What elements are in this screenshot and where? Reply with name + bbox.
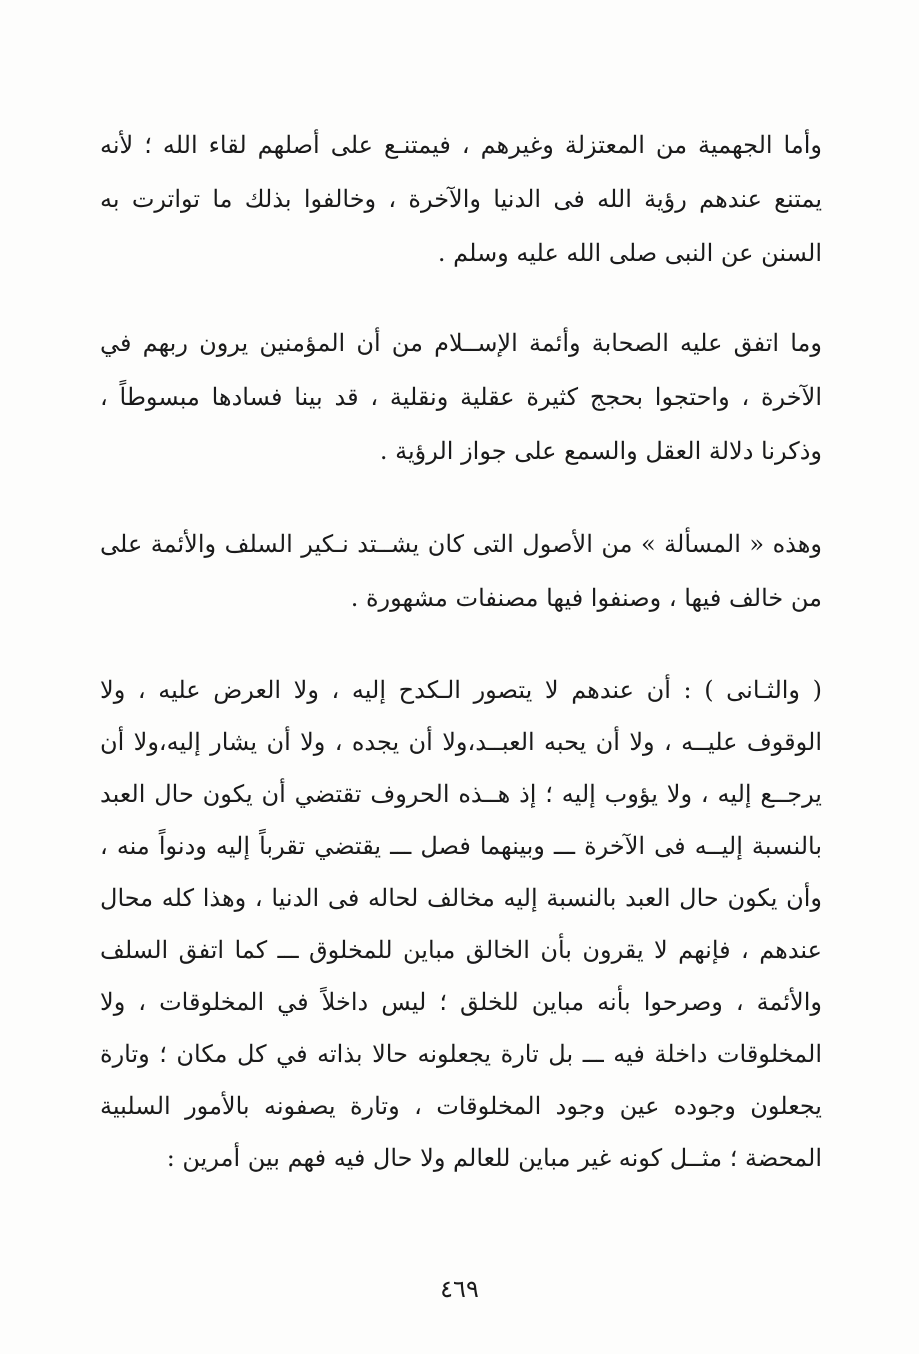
paragraph-text: وما اتفق عليه الصحابة وأئمة الإســلام من أن المؤمنين يرون ربهم في الآخرة ، واحتجوا بحجج كثيرة عقلية ونقلية ، قد بينا فسادها مبسوطاً ، وذكرنا دلالة العقل والسمع على جواز الرؤية . [100, 329, 822, 465]
paragraph-companions-agreement [100, 316, 822, 478]
paragraph-issue-of-principles [100, 517, 822, 625]
page-number: ٤٦٩ [440, 1275, 479, 1303]
paragraph-text: وأما الجهمية من المعتزلة وغيرهم ، فيمتنـع على أصلهم لقاء الله ؛ لأنه يمتنع عندهم رؤية الله فى الدنيا والآخرة ، وخالفوا بذلك ما تواترت به السنن عن النبى صلى الله عليه وسلم . [100, 131, 822, 267]
paragraph-text: ( والثـانى ) : أن عندهم لا يتصور الـكدح إليه ، ولا العرض عليه ، ولا الوقوف عليــه ، ولا أن يحبه العبــد،ولا أن يجده ، ولا أن يشار إليه،ولا أن يرجــع إليه ، ولا يؤوب إليه ؛ إذ هــذه الحروف تقتضي أن يكون حال العبد بالنسبة إليــه فى الآخرة ـــ وبينهما فصل ـــ يقتضي تقرباً إليه ودنواً منه ، وأن يكون حال العبد بالنسبة إليه مخالف لحاله فى الدنيا ، وهذا كله محال عندهم ، فإنهم لا يقرون بأن الخالق مباين للمخلوق ـــ كما اتفق السلف والأئمة ، وصرحوا بأنه مباين للخلق ؛ ليس داخلاً في المخلوقات ، ولا المخلوقات داخلة فيه ـــ بل تارة يجعلونه حالا بذاته في كل مكان ؛ وتارة يجعلون وجوده عين وجود المخلوقات ، وتارة يصفونه بالأمور السلبية المحضة ؛ مثــل كونه غير مباين للعالم ولا حال فيه فهم بين أمرين : [100, 676, 822, 1172]
paragraph-jahmiyya [100, 118, 822, 280]
paragraph-second-point [100, 664, 822, 1184]
paragraph-text: وهذه « المسألة » من الأصول التى كان يشــتد نـكير السلف والأئمة على من خالف فيها ، وصنفوا فيها مصنفات مشهورة . [100, 530, 822, 612]
